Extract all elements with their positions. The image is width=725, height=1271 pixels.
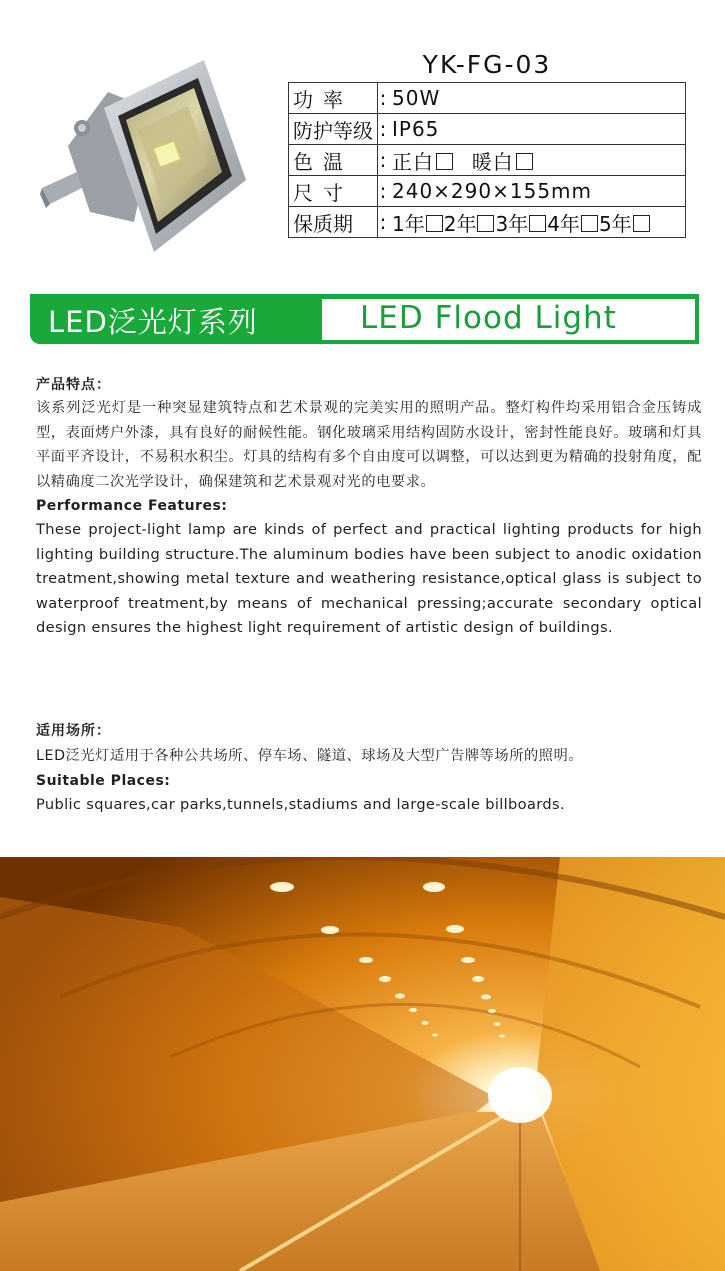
spec-table — [288, 82, 686, 238]
spec-row-warranty: 保质期 : 1年 2年 3年 4年 5年 — [289, 207, 686, 238]
places-cn-text: LED泛光灯适用于各种公共场所、停车场、隧道、球场及大型广告牌等场所的照明。 — [36, 748, 584, 764]
option-label: 正白 — [392, 149, 434, 174]
features-section — [36, 374, 702, 641]
spec-value: 240×290×155mm — [388, 176, 686, 207]
banner-en-title: LED Flood Light — [360, 300, 617, 336]
features-en-heading: Performance Features: — [36, 498, 228, 514]
places-section — [36, 720, 702, 817]
option-label: 5年 — [598, 211, 632, 236]
spec-key: 色温 — [289, 145, 378, 176]
spec-key: 保质期 — [289, 207, 378, 238]
places-en-heading: Suitable Places: — [36, 772, 171, 789]
spec-options — [388, 207, 686, 238]
spec-row-ip: 防护等级 : IP65 — [289, 114, 686, 145]
checkbox[interactable] — [633, 215, 650, 232]
option-label: 3年 — [495, 211, 529, 236]
option-label: 2年 — [443, 211, 477, 236]
checkbox[interactable] — [529, 215, 546, 232]
checkbox[interactable] — [516, 153, 533, 170]
features-cn-heading: 产品特点： — [36, 377, 111, 393]
option-label: 暖白 — [471, 149, 514, 174]
banner-cn-title: LED泛光灯系列 — [48, 305, 258, 339]
spec-row-power: 功率 : 50W — [289, 83, 686, 114]
spec-options — [388, 145, 686, 176]
checkbox[interactable] — [436, 153, 453, 170]
tunnel-photo — [0, 857, 725, 1271]
places-en-text: Public squares,car parks,tunnels,stadiums and large-scale billboards. — [36, 795, 565, 813]
spec-value: IP65 — [388, 114, 686, 145]
option-label: 1年 — [392, 211, 425, 236]
features-en-text: These project-light lamp are kinds of perfect and practical lighting products for high lighting building structure.The aluminum bodies have been subject to anodic oxidation treatment,showing metal texture and weathering resistance,optical glass is subject to waterproof treatment,by means of mechanical pressing;accurate secondary optical design ensures the highest light requirement of artistic design of buildings. — [36, 521, 702, 636]
flood-light-photo — [38, 52, 250, 262]
checkbox[interactable] — [581, 215, 598, 232]
spec-key: 防护等级 — [289, 114, 378, 145]
checkbox[interactable] — [426, 215, 443, 232]
model-number: YK-FG-03 — [422, 50, 552, 79]
spec-value: 50W — [388, 83, 686, 114]
spec-row-color-temp: 色温 : 正白 暖白 — [289, 145, 686, 176]
spec-key: 功率 — [289, 83, 378, 114]
places-cn-heading: 适用场所： — [36, 723, 111, 739]
series-banner — [30, 294, 699, 344]
features-cn-text: 该系列泛光灯是一种突显建筑特点和艺术景观的完美实用的照明产品。整灯构件均采用铝合金压铸成型，表面烤户外漆，具有良好的耐候性能。钢化玻璃采用结构固防水设计，密封性能良好。玻璃和灯具平面平齐设计，不易积水积尘。灯具的结构有多个自由度可以调整，可以达到更为精确的投射角度，配以精确度二次光学设计，确保建筑和艺术景观对光的电要求。 — [36, 400, 702, 490]
checkbox[interactable] — [477, 215, 494, 232]
spec-row-size: 尺寸 : 240×290×155mm — [289, 176, 686, 207]
option-label: 4年 — [547, 211, 580, 236]
spec-key: 尺寸 — [289, 176, 378, 207]
